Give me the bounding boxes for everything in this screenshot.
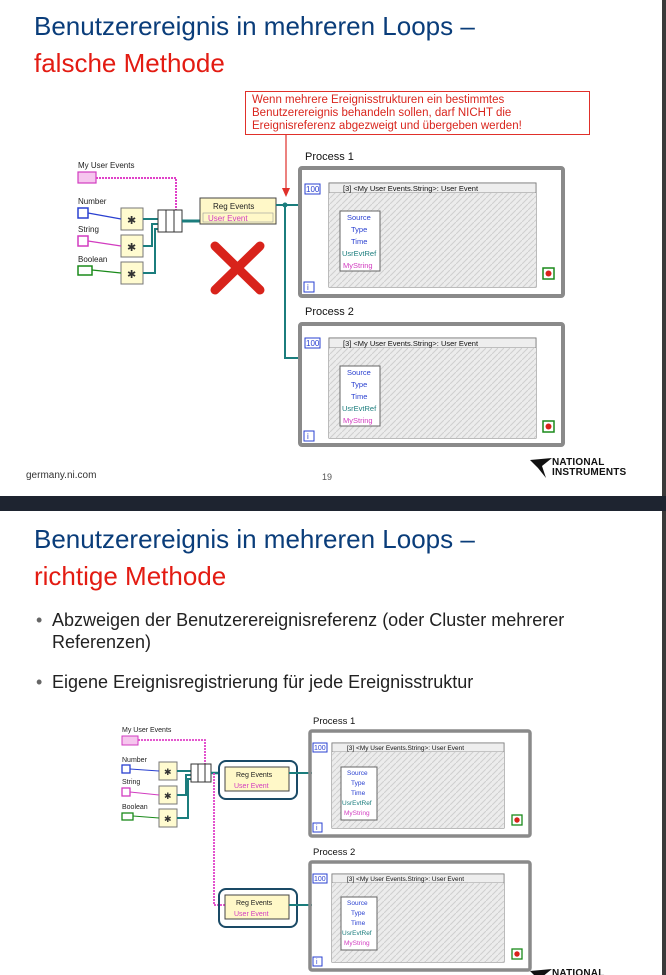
eagle-logo-icon xyxy=(530,967,552,975)
svg-text:Number: Number xyxy=(122,757,147,764)
svg-text:Type: Type xyxy=(351,910,366,917)
slide-divider xyxy=(0,496,666,511)
svg-text:Type: Type xyxy=(351,780,366,787)
process1-label-right: Process 1 xyxy=(313,716,356,727)
svg-text:i: i xyxy=(316,959,318,966)
label-boolean: Boolean xyxy=(78,255,108,264)
svg-text:100: 100 xyxy=(314,745,326,752)
svg-text:Time: Time xyxy=(351,790,366,797)
process2-label-wrong: Process 2 xyxy=(305,306,354,318)
svg-text:Source: Source xyxy=(347,368,371,377)
process1-label-wrong: Process 1 xyxy=(305,151,354,163)
svg-text:✱: ✱ xyxy=(164,767,172,777)
svg-text:[3] <My User Events.String>: U: [3] <My User Events.String>: User Event xyxy=(347,876,465,883)
svg-text:i: i xyxy=(316,825,318,832)
svg-text:Time: Time xyxy=(351,237,368,246)
slide-20: Benutzerereignis in mehreren Loops – richtige Methode • Abzweigen der Benutzerereignisreferenz (oder Cluster mehrerer Referenzen) • Eigene Ereignisregistrierung für jede Ereignisstruktur My User Events Number String Boolean ✱ ✱ ✱ Reg Events User Event Reg Events User Event Process 1 100 [3] <My User Events.String>: User Event Source Type Time UsrEvtRef MyString i Process 2 100 [3] <My User Events.String>: User Event Source Type Time UsrEvtRef MyString i NATIONAL xyxy=(0,511,662,975)
string-control xyxy=(78,236,88,246)
block-diagram-right xyxy=(0,709,662,975)
svg-text:Boolean: Boolean xyxy=(122,804,148,811)
svg-text:Type: Type xyxy=(351,225,368,234)
svg-text:✱: ✱ xyxy=(127,215,137,227)
block-diagram-wrong xyxy=(0,0,662,460)
svg-text:✱: ✱ xyxy=(127,242,137,254)
svg-text:MyString: MyString xyxy=(344,810,370,817)
svg-text:✱: ✱ xyxy=(164,791,172,801)
user-events-control xyxy=(78,172,96,183)
slide1-title-line1: Benutzerereignis in mehreren Loops – xyxy=(34,11,475,41)
slide2-title-line1: Benutzerereignis in mehreren Loops – xyxy=(34,524,475,554)
svg-text:UsrEvtRef: UsrEvtRef xyxy=(342,249,377,258)
user-event-label: User Event xyxy=(208,214,248,223)
svg-text:Source: Source xyxy=(347,770,368,777)
svg-text:Source: Source xyxy=(347,900,368,907)
svg-text:Time: Time xyxy=(351,920,366,927)
ni-logo: NATIONAL INSTRUMENTS xyxy=(530,456,640,482)
label-number: Number xyxy=(78,197,107,206)
boolean-control xyxy=(78,266,92,275)
label-string: String xyxy=(78,225,99,234)
svg-text:100: 100 xyxy=(314,876,326,883)
process2-label-right: Process 2 xyxy=(313,847,356,858)
number-control xyxy=(78,208,88,218)
svg-text:UsrEvtRef: UsrEvtRef xyxy=(342,404,377,413)
svg-text:MyString: MyString xyxy=(343,261,373,270)
case-header-process1-wrong: [3] <My User Events.String>: User Event xyxy=(343,184,479,193)
svg-text:✱: ✱ xyxy=(127,269,137,281)
bullet-2-text: Eigene Ereignisregistrierung für jede Ereignisstruktur xyxy=(52,672,474,692)
footer-url: germany.ni.com xyxy=(26,470,97,481)
svg-text:[3] <My User Events.String>: U: [3] <My User Events.String>: User Event xyxy=(347,745,465,752)
svg-text:User Event: User Event xyxy=(234,911,269,918)
svg-text:UsrEvtRef: UsrEvtRef xyxy=(342,930,372,937)
reg-events-label: Reg Events xyxy=(213,202,255,211)
svg-text:UsrEvtRef: UsrEvtRef xyxy=(342,800,372,807)
warning-callout: Wenn mehrere Ereignisstrukturen ein bestimmtes Benutzerereignis behandeln sollen, darf NICHT die Ereignisreferenz abgezweigt und übergeben werden! xyxy=(245,91,590,135)
svg-text:Type: Type xyxy=(351,380,368,389)
eagle-logo-icon xyxy=(530,456,552,480)
slide1-title-line2: falsche Methode xyxy=(34,48,225,78)
svg-text:Reg Events: Reg Events xyxy=(236,772,273,779)
svg-text:User Event: User Event xyxy=(234,783,269,790)
svg-text:i: i xyxy=(307,283,309,292)
svg-text:MyString: MyString xyxy=(344,940,370,947)
svg-text:String: String xyxy=(122,779,141,786)
svg-text:✱: ✱ xyxy=(164,814,172,824)
bundle-node xyxy=(158,210,182,232)
svg-text:MyString: MyString xyxy=(343,416,373,425)
svg-text:My User Events: My User Events xyxy=(122,727,172,734)
window-edge xyxy=(662,0,666,975)
wrong-method-x-icon xyxy=(215,246,260,290)
svg-text:100: 100 xyxy=(306,339,320,348)
svg-text:Time: Time xyxy=(351,392,368,401)
page-number: 19 xyxy=(322,472,333,482)
svg-text:Source: Source xyxy=(347,213,371,222)
svg-text:[3] <My User Events.String>: U: [3] <My User Events.String>: User Event xyxy=(343,339,479,348)
slide2-title-line2: richtige Methode xyxy=(34,561,227,591)
svg-text:Reg Events: Reg Events xyxy=(236,900,273,907)
ni-logo-cropped: NATIONAL xyxy=(530,967,640,975)
svg-text:100: 100 xyxy=(306,185,320,194)
label-my-user-events: My User Events xyxy=(78,161,135,170)
svg-text:i: i xyxy=(307,432,309,441)
bullet-1-text: Abzweigen der Benutzerereignisreferenz (oder Cluster mehrerer Referenzen) xyxy=(52,610,565,652)
